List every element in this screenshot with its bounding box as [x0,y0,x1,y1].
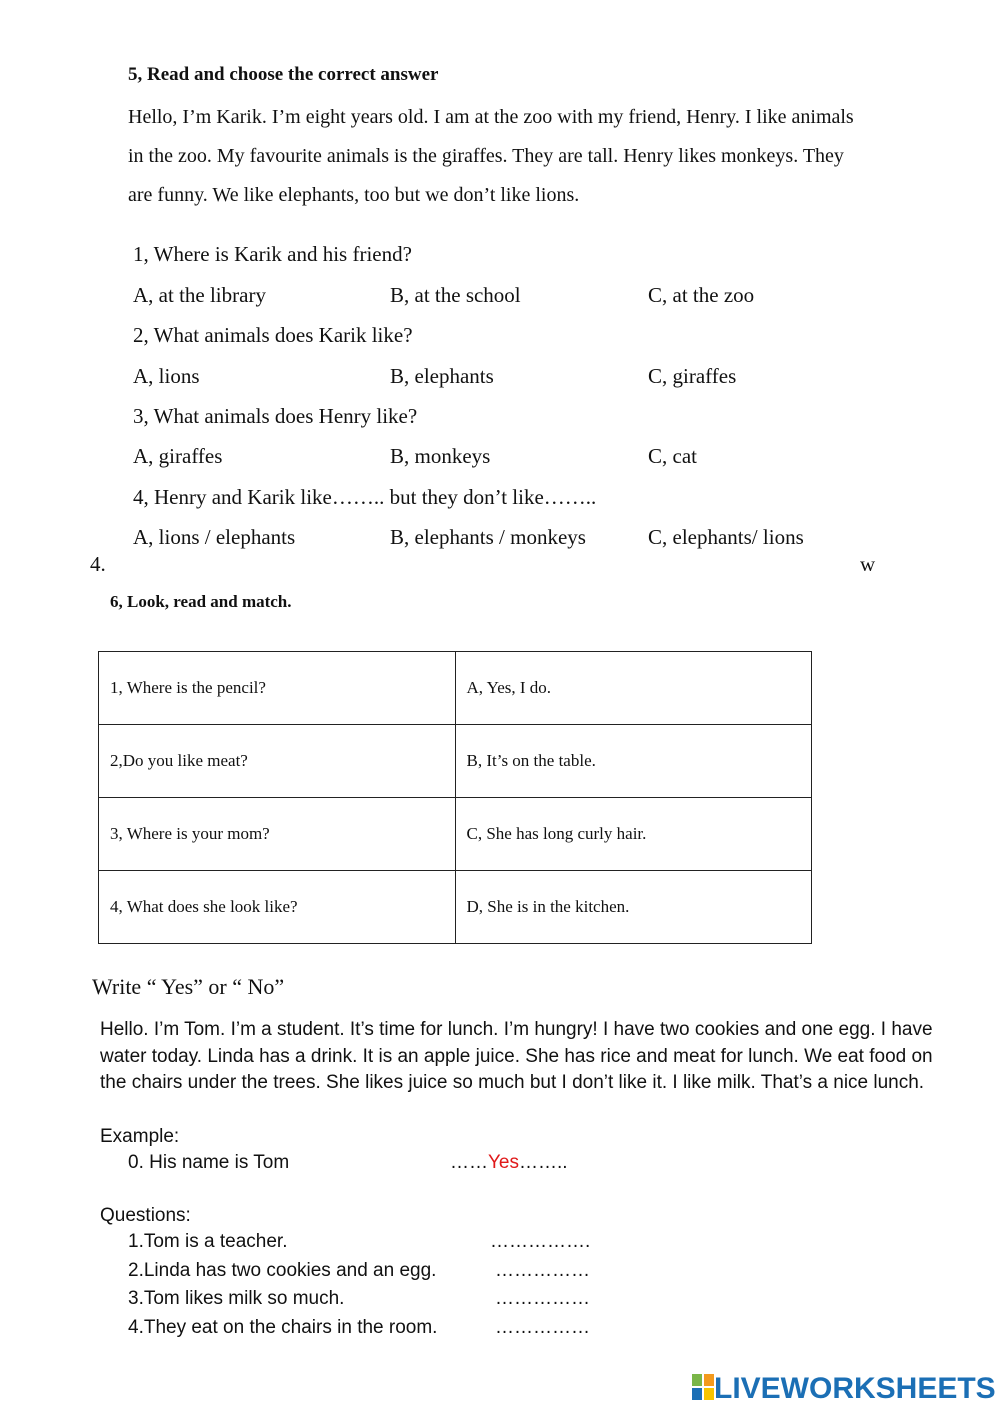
q4-option-b: B, elephants / monkeys [390,525,586,549]
logo-text: LIVEWORKSHEETS [714,1372,996,1405]
match-question: 2,Do you like meat? [99,725,456,798]
example-dots-after: …….. [519,1152,568,1173]
yn-answer-blank-3[interactable]: …………… [495,1288,590,1309]
q2-option-a: A, lions [133,364,200,388]
question-4: 4, Henry and Karik like…….. but they don’t like…….. [133,485,597,509]
q1-option-c: C, at the zoo [648,283,755,307]
q1-option-a: A, at the library [133,283,266,307]
q3-option-a: A, giraffes [133,444,223,468]
q4-option-a: A, lions / elephants [133,525,296,549]
section5-heading: 5, Read and choose the correct answer [128,64,439,85]
match-answer: B, It’s on the table. [455,725,812,798]
stray-letter: w [860,552,876,576]
match-question: 4, What does she look like? [99,871,456,944]
yn-question-4: 4.They eat on the chairs in the room. [128,1317,438,1338]
table-row [99,725,812,798]
table-row [99,871,812,944]
yn-question-2: 2.Linda has two cookies and an egg. [128,1260,437,1281]
match-question: 3, Where is your mom? [99,798,456,871]
q2-option-b: B, elephants [390,364,494,388]
question-3: 3, What animals does Henry like? [133,404,418,428]
question-1: 1, Where is Karik and his friend? [133,242,412,266]
match-answer: C, She has long curly hair. [455,798,812,871]
yn-question-1: 1.Tom is a teacher. [128,1231,288,1252]
liveworksheets-mark-icon [692,1374,714,1400]
section7-passage: Hello. I’m Tom. I’m a student. It’s time for lunch. I’m hungry! I have two cookies and one egg. I have water today. Linda has a drink. It is an apple juice. She has rice and meat for lunch. We eat food on the chairs under the trees. She likes juice so much but I don’t like it. I like milk. That’s a nice lunch. [100,1019,933,1093]
section6-heading: 6, Look, read and match. [110,592,292,611]
yn-answer-blank-2[interactable]: …………… [495,1260,590,1281]
example-label: Example: [100,1126,180,1147]
section5-passage: Hello, I’m Karik. I’m eight years old. I am at the zoo with my friend, Henry. I like animals in the zoo. My favourite animals is the giraffes. They are tall. Henry likes monkeys. They are funny. We like elephants, too but we don’t like lions. [128,106,854,206]
match-answer: A, Yes, I do. [455,652,812,725]
q1-option-b: B, at the school [390,283,521,307]
q3-option-c: C, cat [648,444,697,468]
example-answer-field [450,1152,568,1174]
stray-number: 4. [90,552,106,576]
example-dots-before: …… [450,1152,488,1173]
table-row [99,652,812,725]
yn-answer-blank-4[interactable]: …………… [495,1317,590,1338]
table-row [99,798,812,871]
yn-question-3: 3.Tom likes milk so much. [128,1288,345,1309]
section7-title: Write “ Yes” or “ No” [92,974,285,999]
questions-label: Questions: [100,1205,191,1226]
match-question: 1, Where is the pencil? [99,652,456,725]
yn-answer-blank-1[interactable]: ……………. [490,1231,591,1252]
q4-option-c: C, elephants/ lions [648,525,804,549]
example-text: 0. His name is Tom [128,1152,290,1173]
example-answer: Yes [488,1152,519,1173]
q2-option-c: C, giraffes [648,364,737,388]
liveworksheets-logo [692,1372,996,1406]
match-answer: D, She is in the kitchen. [455,871,812,944]
q3-option-b: B, monkeys [390,444,491,468]
match-table [98,651,812,944]
question-2: 2, What animals does Karik like? [133,323,413,347]
